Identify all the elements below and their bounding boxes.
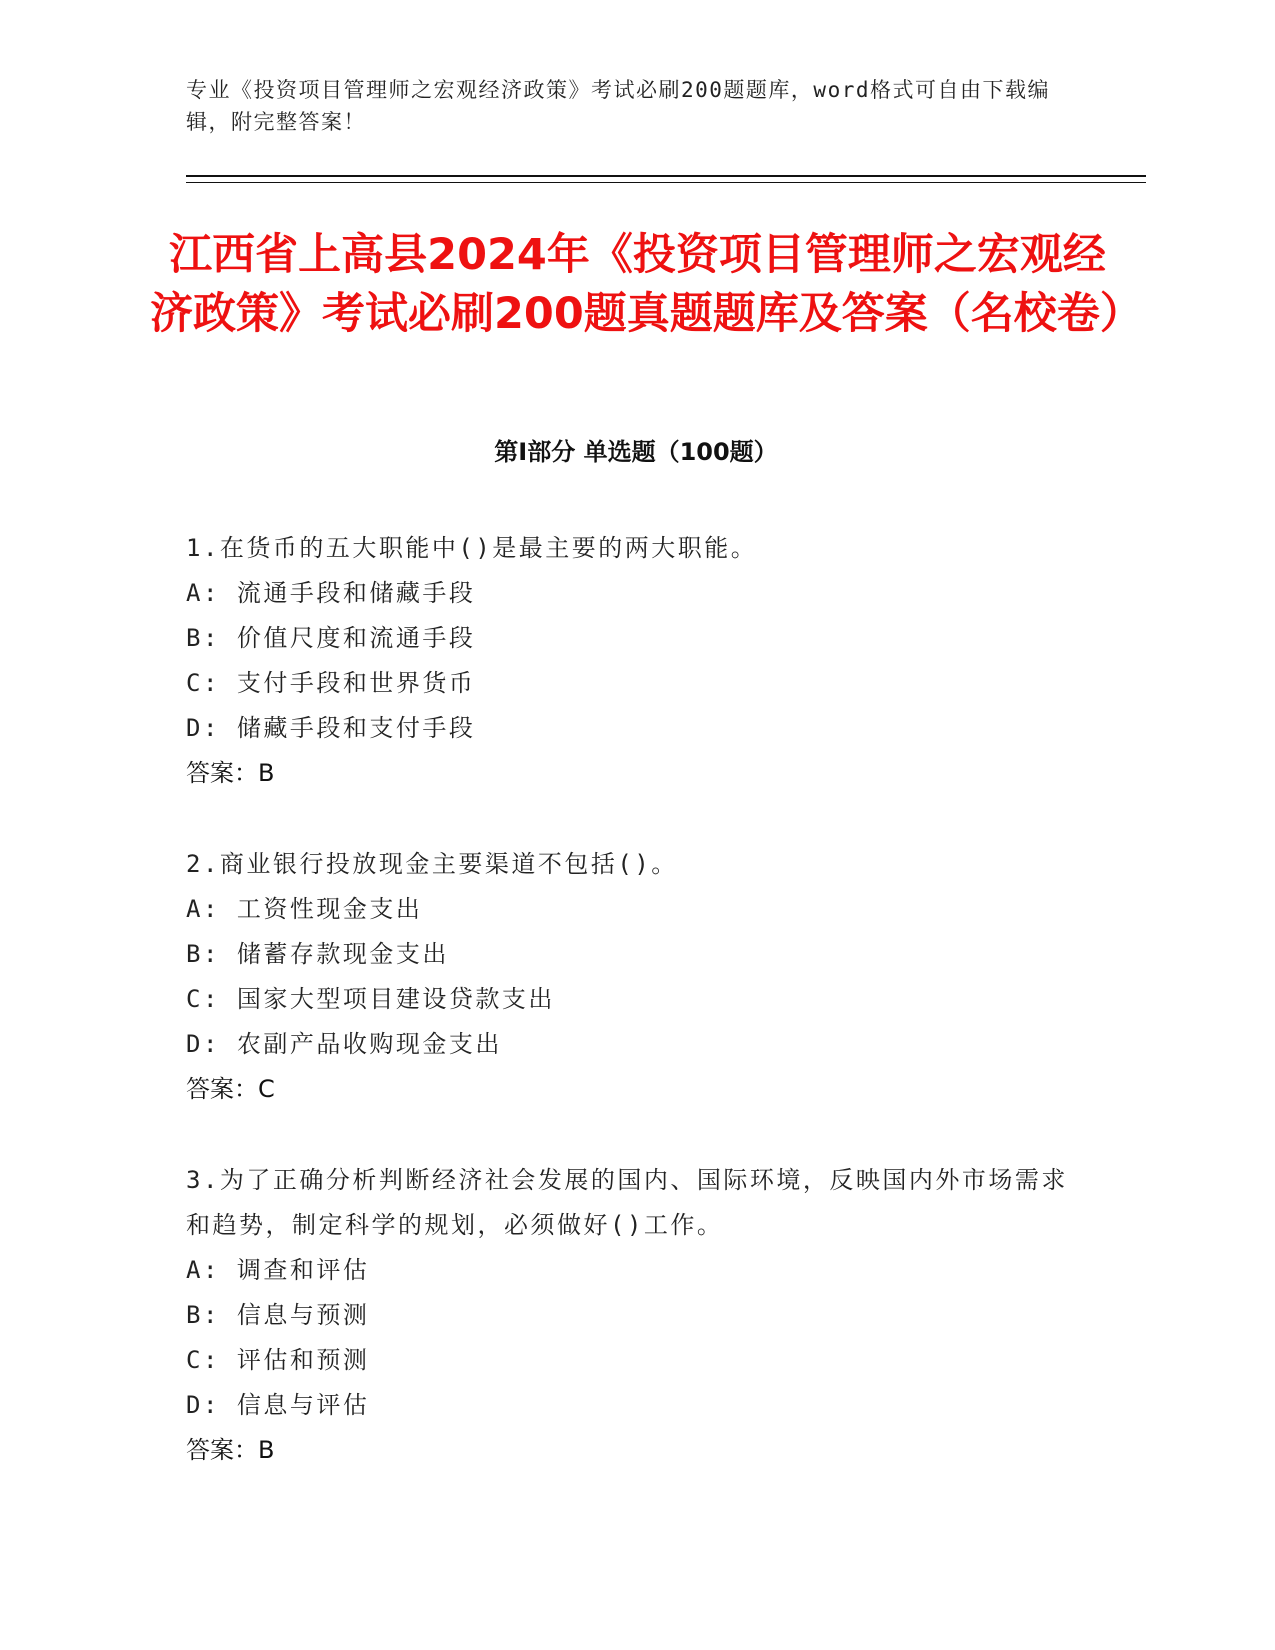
option-d: D: 储藏手段和支付手段	[186, 714, 476, 742]
option-a: A: 调查和评估	[186, 1256, 370, 1284]
answer-line: 答案：B	[186, 759, 275, 787]
option-c: C: 评估和预测	[186, 1346, 370, 1374]
option-b: B: 信息与预测	[186, 1301, 370, 1329]
option-a: A: 流通手段和储藏手段	[186, 579, 476, 607]
option-a: A: 工资性现金支出	[186, 895, 423, 923]
answer-line: 答案：B	[186, 1436, 275, 1464]
document-title: 江西省上高县2024年《投资项目管理师之宏观经济政策》考试必刷200题真题题库及答案（名校卷）	[150, 230, 1143, 339]
option-d: D: 信息与评估	[186, 1391, 370, 1419]
header-divider-thick	[186, 175, 1146, 177]
question-3	[186, 1158, 1086, 1473]
option-c: C: 支付手段和世界货币	[186, 669, 476, 697]
question-2	[186, 842, 1086, 1112]
question-list	[186, 526, 1086, 1519]
option-d: D: 农副产品收购现金支出	[186, 1030, 502, 1058]
question-stem: 2.商业银行投放现金主要渠道不包括()。	[186, 850, 678, 878]
option-c: C: 国家大型项目建设贷款支出	[186, 985, 555, 1013]
question-1	[186, 526, 1086, 796]
option-b: B: 储蓄存款现金支出	[186, 940, 449, 968]
header-note: 专业《投资项目管理师之宏观经济政策》考试必刷200题题库，word格式可自由下载编辑，附完整答案！	[186, 78, 1050, 134]
option-b: B: 价值尺度和流通手段	[186, 624, 476, 652]
question-stem: 1.在货币的五大职能中()是最主要的两大职能。	[186, 534, 758, 562]
section-title: 第Ⅰ部分 单选题（100题）	[494, 438, 778, 466]
answer-line: 答案：C	[186, 1075, 275, 1103]
question-stem: 3.为了正确分析判断经济社会发展的国内、国际环境，反映国内外市场需求和趋势，制定科学的规划，必须做好()工作。	[186, 1166, 1068, 1239]
header-divider-thin	[186, 182, 1146, 183]
